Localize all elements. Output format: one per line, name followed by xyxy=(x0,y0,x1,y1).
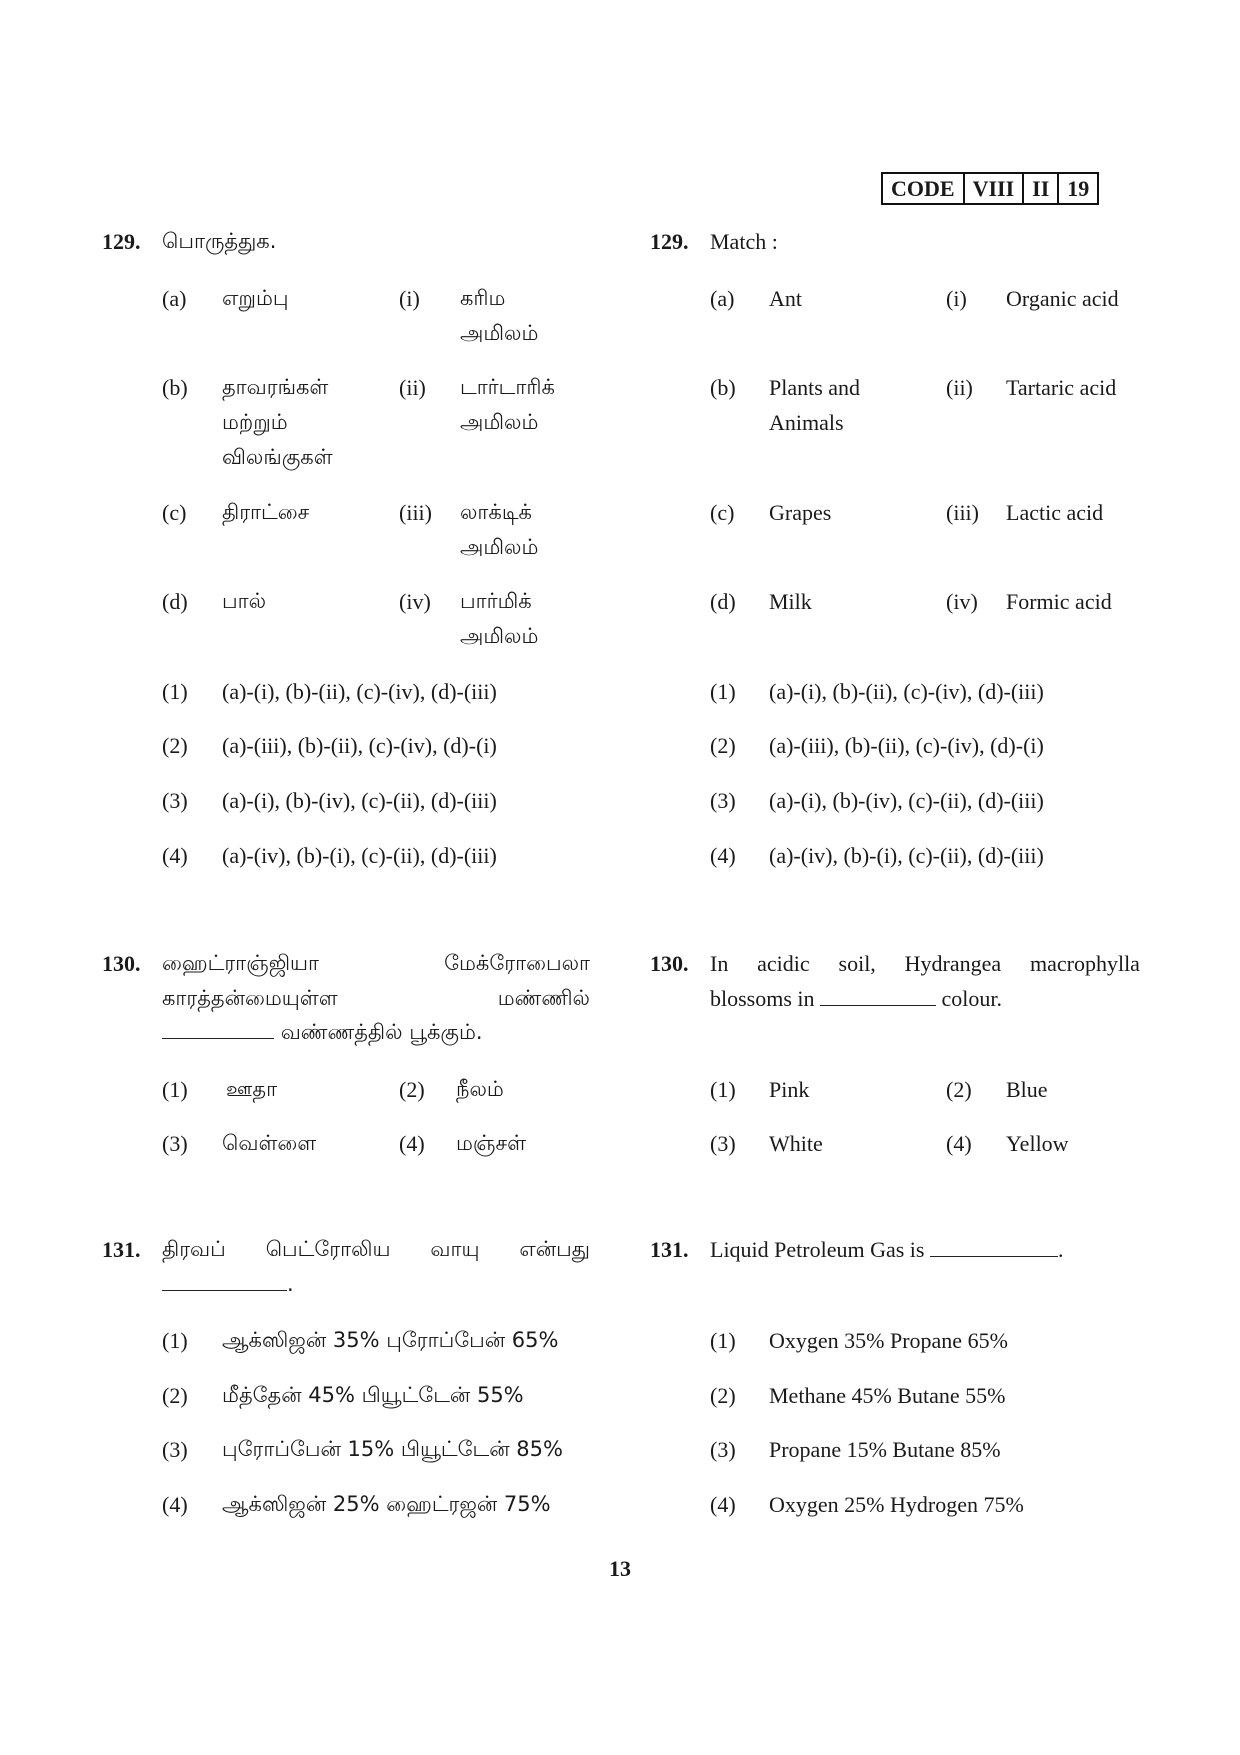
q130-en-option-2-text: Blue xyxy=(1006,1077,1048,1102)
q131-en-option-3-text: Propane 15% Butane 85% xyxy=(769,1437,1001,1462)
q130-number-ta: 130. xyxy=(102,951,141,976)
q129-ta-option-2-number: (2) xyxy=(162,733,188,758)
q129-en-row-a-label: (a) xyxy=(710,286,735,311)
q130-ta-word: மண்ணில் xyxy=(497,986,590,1010)
q131-en-stem-end: . xyxy=(1057,1237,1064,1262)
q129-ta-row-b-roman: (ii) xyxy=(399,375,426,400)
q131-ta-option-4-number: (4) xyxy=(162,1492,188,1517)
q129-ta-row-d-roman: (iv) xyxy=(399,589,431,614)
q130-ta-blank xyxy=(162,1020,274,1039)
q131-ta-option-2-number: (2) xyxy=(162,1383,188,1408)
q131-en-stem xyxy=(710,1237,1063,1263)
q131-ta-option-1-number: (1) xyxy=(162,1328,188,1353)
q129-en-row-b-item-2: Animals xyxy=(769,410,844,435)
q129-ta-row-a-match-1: கரிம xyxy=(460,286,506,310)
q131-ta-line-2-end: . xyxy=(287,1272,294,1296)
q131-en-option-4-text: Oxygen 25% Hydrogen 75% xyxy=(769,1492,1024,1517)
q131-ta-word: வாயு xyxy=(430,1237,480,1261)
q129-en-option-1-text: (a)-(i), (b)-(ii), (c)-(iv), (d)-(iii) xyxy=(769,679,1044,704)
q129-stem-ta: பொருத்துக. xyxy=(162,229,277,253)
q129-ta-option-1-number: (1) xyxy=(162,679,188,704)
q130-ta-option-1-number: (1) xyxy=(162,1077,188,1102)
q129-ta-row-a-label: (a) xyxy=(162,286,187,311)
q131-en-option-4-number: (4) xyxy=(710,1492,736,1517)
q129-en-row-d-match: Formic acid xyxy=(1006,589,1112,614)
q130-en-option-4-text: Yellow xyxy=(1006,1131,1069,1156)
q129-ta-option-1-text: (a)-(i), (b)-(ii), (c)-(iv), (d)-(iii) xyxy=(222,679,497,704)
q130-ta-option-3-number: (3) xyxy=(162,1131,188,1156)
q129-ta-row-d-match-2: அமிலம் xyxy=(460,624,539,648)
q131-number-en: 131. xyxy=(650,1237,689,1262)
q130-en-line-2-end: colour. xyxy=(941,986,1003,1011)
q130-en-option-3-text: White xyxy=(769,1131,823,1156)
q130-ta-option-2-text: நீலம் xyxy=(456,1077,504,1101)
q130-ta-line-1 xyxy=(162,951,590,978)
code-cell-number: 19 xyxy=(1067,175,1090,201)
q129-ta-row-c-match-2: அமிலம் xyxy=(460,535,539,559)
q130-en-word: macrophylla xyxy=(1029,951,1140,976)
q130-number-en: 130. xyxy=(650,951,689,976)
q129-ta-row-a-roman: (i) xyxy=(399,286,420,311)
q129-en-row-d-roman: (iv) xyxy=(946,589,978,614)
q129-ta-row-b-item-2: மற்றும் xyxy=(222,410,288,434)
q130-en-word: In xyxy=(710,951,729,976)
q131-en-option-3-number: (3) xyxy=(710,1437,736,1462)
q129-ta-row-c-match-1: லாக்டிக் xyxy=(460,500,532,524)
q130-en-line-2-start: blossoms in xyxy=(710,986,815,1011)
q130-ta-option-2-number: (2) xyxy=(399,1077,425,1102)
q131-ta-option-3-text: புரோப்பேன் 15% பியூட்டேன் 85% xyxy=(222,1437,563,1461)
q129-en-row-b-label: (b) xyxy=(710,375,736,400)
code-cell-paper: II xyxy=(1024,174,1059,203)
q129-number-en: 129. xyxy=(650,229,689,254)
q129-ta-option-4-number: (4) xyxy=(162,843,188,868)
q130-ta-line-2 xyxy=(162,986,590,1013)
code-box xyxy=(881,172,1099,205)
q129-ta-option-2-text: (a)-(iii), (b)-(ii), (c)-(iv), (d)-(i) xyxy=(222,733,497,758)
q130-en-option-4-number: (4) xyxy=(946,1131,972,1156)
q129-en-option-4-text: (a)-(iv), (b)-(i), (c)-(ii), (d)-(iii) xyxy=(769,843,1044,868)
q129-ta-row-b-match-2: அமிலம் xyxy=(460,410,539,434)
q130-ta-option-4-number: (4) xyxy=(399,1131,425,1156)
q129-en-option-1-number: (1) xyxy=(710,679,736,704)
q129-en-row-a-item: Ant xyxy=(769,286,802,311)
q130-ta-word: ஹைட்ராஞ்ஜியா xyxy=(162,951,320,975)
q131-ta-option-3-number: (3) xyxy=(162,1437,188,1462)
q129-ta-row-d-match-1: பார்மிக் xyxy=(460,589,532,613)
q129-en-row-a-match: Organic acid xyxy=(1006,286,1119,311)
q129-en-row-d-item: Milk xyxy=(769,589,812,614)
q129-en-row-d-label: (d) xyxy=(710,589,736,614)
q130-en-option-2-number: (2) xyxy=(946,1077,972,1102)
q129-en-option-4-number: (4) xyxy=(710,843,736,868)
q129-ta-row-d-item: பால் xyxy=(222,589,267,613)
q130-en-blank xyxy=(820,987,936,1006)
q129-number-ta: 129. xyxy=(102,229,141,254)
code-cell-label: CODE xyxy=(883,174,965,203)
q131-ta-blank xyxy=(162,1272,287,1291)
q129-stem-en: Match : xyxy=(710,229,778,254)
q129-en-option-3-text: (a)-(i), (b)-(iv), (c)-(ii), (d)-(iii) xyxy=(769,788,1044,813)
q131-ta-line-2 xyxy=(162,1272,294,1296)
q129-ta-row-b-label: (b) xyxy=(162,375,188,400)
q130-en-word: soil, xyxy=(838,951,876,976)
q129-ta-row-a-item: எறும்பு xyxy=(222,286,289,310)
q130-ta-word: மேக்ரோபைலா xyxy=(444,951,590,975)
q129-en-row-b-item-1: Plants and xyxy=(769,375,861,400)
q131-ta-word: திரவப் xyxy=(162,1237,226,1261)
q130-ta-option-3-text: வெள்ளை xyxy=(222,1131,317,1155)
q129-en-row-c-roman: (iii) xyxy=(946,500,979,525)
q129-en-option-2-number: (2) xyxy=(710,733,736,758)
q130-ta-word: காரத்தன்மையுள்ள xyxy=(162,986,338,1010)
q130-en-word: Hydrangea xyxy=(904,951,1002,976)
q130-en-word: acidic xyxy=(757,951,810,976)
q129-ta-row-c-label: (c) xyxy=(162,500,187,525)
q129-ta-row-b-item-3: விலங்குகள் xyxy=(222,445,333,469)
q129-en-option-3-number: (3) xyxy=(710,788,736,813)
q129-en-option-2-text: (a)-(iii), (b)-(ii), (c)-(iv), (d)-(i) xyxy=(769,733,1044,758)
q131-ta-word: என்பது xyxy=(519,1237,590,1261)
q130-ta-option-1-text: ஊதா xyxy=(226,1077,278,1101)
q129-en-row-c-label: (c) xyxy=(710,500,735,525)
q131-ta-line-1 xyxy=(162,1237,590,1264)
q131-en-option-2-number: (2) xyxy=(710,1383,736,1408)
q131-ta-option-1-text: ஆக்ஸிஜன் 35% புரோப்பேன் 65% xyxy=(222,1328,559,1352)
q131-en-stem-start: Liquid Petroleum Gas is xyxy=(710,1237,925,1262)
q131-ta-option-4-text: ஆக்ஸிஜன் 25% ஹைட்ரஜன் 75% xyxy=(222,1492,551,1516)
q129-ta-row-c-item: திராட்சை xyxy=(222,500,310,524)
q130-en-option-1-text: Pink xyxy=(769,1077,810,1102)
q129-ta-row-b-match-1: டார்டாரிக் xyxy=(460,375,555,399)
q130-ta-line-3-text: வண்ணத்தில் பூக்கும். xyxy=(280,1020,483,1044)
q130-en-line-1 xyxy=(710,951,1140,977)
q130-en-option-3-number: (3) xyxy=(710,1131,736,1156)
q129-ta-option-3-text: (a)-(i), (b)-(iv), (c)-(ii), (d)-(iii) xyxy=(222,788,497,813)
q130-en-line-2 xyxy=(710,986,1002,1012)
q129-en-row-b-match: Tartaric acid xyxy=(1006,375,1117,400)
q129-ta-row-a-match-2: அமிலம் xyxy=(460,321,539,345)
q129-ta-row-d-label: (d) xyxy=(162,589,188,614)
page-number: 13 xyxy=(609,1556,631,1581)
q131-en-option-2-text: Methane 45% Butane 55% xyxy=(769,1383,1006,1408)
q129-ta-option-4-text: (a)-(iv), (b)-(i), (c)-(ii), (d)-(iii) xyxy=(222,843,497,868)
q131-en-option-1-number: (1) xyxy=(710,1328,736,1353)
q131-ta-option-2-text: மீத்தேன் 45% பியூட்டேன் 55% xyxy=(222,1383,524,1407)
q130-ta-option-4-text: மஞ்சள் xyxy=(456,1131,527,1155)
code-cell-class: VIII xyxy=(965,174,1025,203)
q129-ta-option-3-number: (3) xyxy=(162,788,188,813)
q131-en-blank xyxy=(930,1238,1058,1257)
q130-ta-line-3 xyxy=(162,1020,483,1047)
q131-en-option-1-text: Oxygen 35% Propane 65% xyxy=(769,1328,1008,1353)
q129-en-row-c-match: Lactic acid xyxy=(1006,500,1104,525)
q129-en-row-b-roman: (ii) xyxy=(946,375,973,400)
q129-en-row-c-item: Grapes xyxy=(769,500,832,525)
q130-en-option-1-number: (1) xyxy=(710,1077,736,1102)
q131-ta-word: பெட்ரோலிய xyxy=(265,1237,391,1261)
q129-en-row-a-roman: (i) xyxy=(946,286,967,311)
q129-ta-row-c-roman: (iii) xyxy=(399,500,432,525)
q129-ta-row-b-item-1: தாவரங்கள் xyxy=(222,375,329,399)
q131-number-ta: 131. xyxy=(102,1237,141,1262)
